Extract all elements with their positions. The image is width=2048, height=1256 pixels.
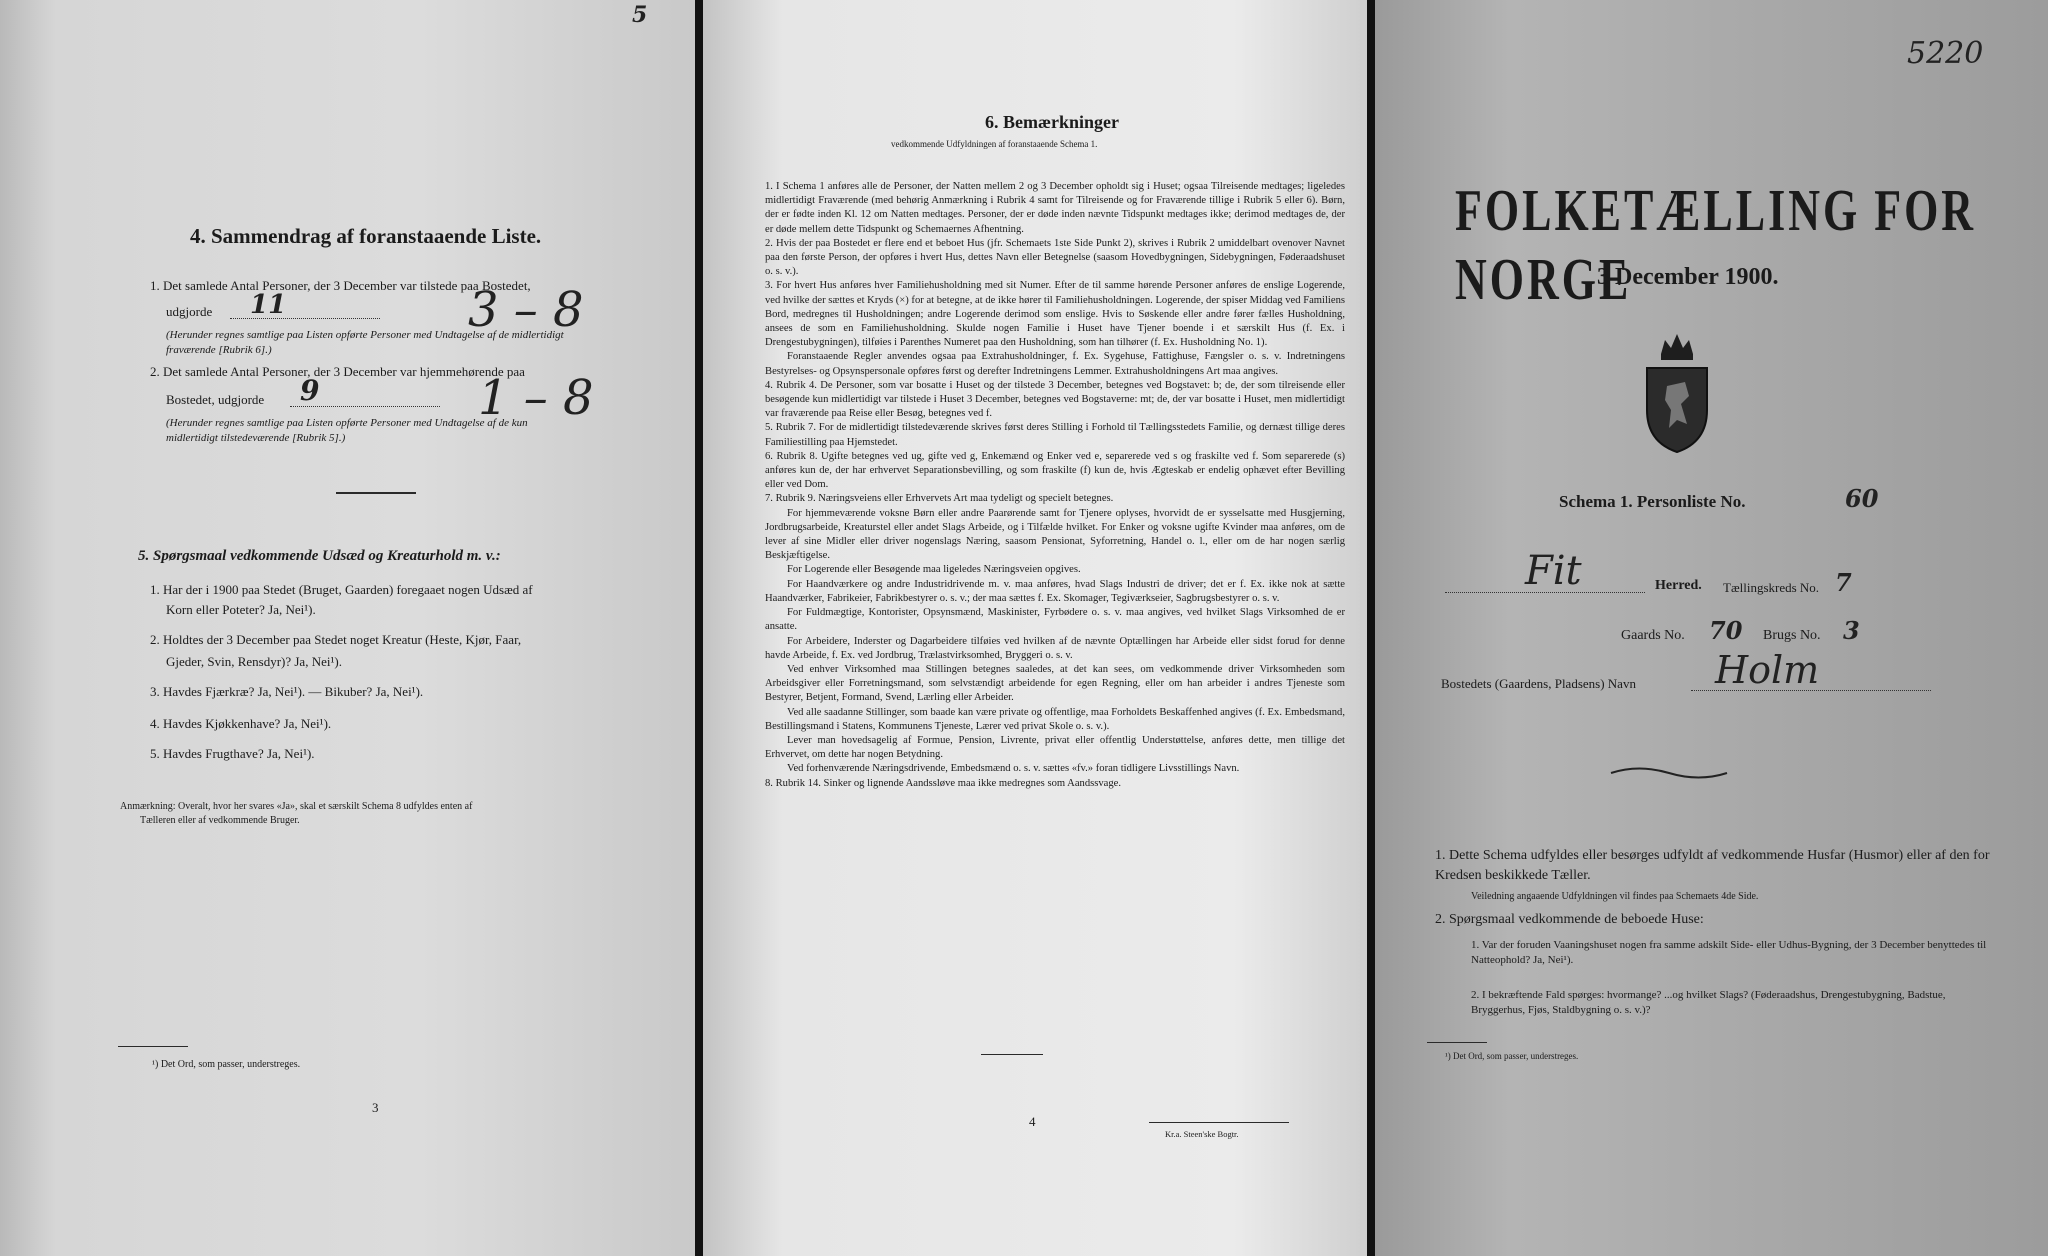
instruction-2-q2: 2. I bekræftende Fald spørges: hvormange? ...og hvilket Slags? (Føderaadshus, Drengestubygning, Badstue, Bryggerhus, Fjøs, Staldbygning o. s. v.)?	[1471, 989, 1946, 1016]
instruction-2-q1: 1. Var der foruden Vaaningshuset nogen fra samme adskilt Side- eller Udhus-Bygning, der 3 December benyttedes til Natteophold? Ja, Nei¹).	[1471, 939, 1987, 966]
herred-label: Herred.	[1655, 578, 1702, 593]
right-footnote: ¹) Det Ord, som passer, understreges.	[1445, 1051, 1579, 1061]
remark-3b: Foranstaaende Regler anvendes ogsaa paa Extrahusholdninger, f. Ex. Sygehuse, Fattighuse, Fængsler o. s. v. Indretningens Bestyrelses- og Opsynspersonale opføres først og derefter Indretningens Lemmer. Extrahusholdningens Art maa angives.	[765, 351, 1345, 377]
remark-7h: Lever man hovedsagelig af Formue, Pension, Livrente, privat eller offentlig Understøttelse, anføres dette, men tillige det Erhvervet, om dette har nogen Betydning.	[765, 734, 1345, 761]
remarks-title: 6. Bemærkninger	[985, 112, 1119, 132]
remark-5: 5. Rubrik 7. For de midlertidigt tilstedeværende skrives først deres Stilling i Forhold til Tællingsstedets Familie, og dernæst tillige deres Familiestilling paa Hjemstedet.	[765, 422, 1345, 448]
item1-prefix: udgjorde	[166, 304, 213, 319]
remark-7g: Ved alle saadanne Stillinger, som baade kan være private og offentlige, maa Forholdets Beskaffenhed angives (f. Ex. Embedsmand, Bestillingsmand i Statens, Kommunens Tjeneste, Lærer ved privat Skole o. s. v.).	[765, 706, 1345, 732]
right-footnote-rule	[1427, 1042, 1487, 1043]
item2-value: 9	[300, 374, 320, 407]
herred-value: Fit	[1525, 548, 1582, 594]
section5-title: 5. Spørgsmaal vedkommende Udsæd og Kreaturhold m. v.:	[138, 548, 501, 564]
remark-2: 2. Hvis der paa Bostedet er flere end et beboet Hus (jfr. Schemaets 1ste Side Punkt 2), skrives i Rubrik 2 umiddelbart ovenover Navnet paa den første Person, der opføres i hvert Hus, dettes Navn eller Betegnelse (saasom Hovedbygningen, Sidebygningen, Føderaadshuset o. s. v.).	[765, 237, 1345, 278]
printer-rule	[1149, 1122, 1289, 1123]
norway-coat-of-arms-icon	[1637, 324, 1717, 458]
left-page	[0, 0, 695, 1256]
brugs-label: Brugs No.	[1763, 628, 1821, 643]
item2-tally: 1 – 8	[478, 370, 594, 426]
page-number-4: 4	[1029, 1114, 1036, 1129]
schema-label: Schema 1. Personliste No.	[1559, 492, 1746, 511]
remarks-subtitle: vedkommende Udfyldningen af foranstaaende Schema 1.	[891, 139, 1098, 149]
remark-8: 8. Rubrik 14. Sinker og lignende Aandssløve maa ikke medregnes som Aandssvage.	[765, 777, 1122, 789]
item2-prefix: Bostedet, udgjorde	[166, 392, 265, 407]
remark-7a: For hjemmeværende voksne Børn eller andre Paarørende samt for Tjenere oplyses, hvorvidt de er sysselsatte med Husgjerning, Jordbrugsarbeide, Kreaturstel eller andet Slags Arbeide, og i Tilfælde hvilket. For Enker og voksne ugifte Kvinder maa anføres, om de lever af sine Midler eller driver nogenslags Næring, saasom Pensionat, Syforretning, Handel o. l., eller om de har nogen særlig Beskjæftigelse.	[765, 507, 1345, 562]
footnote: ¹) Det Ord, som passer, understreges.	[152, 1059, 301, 1070]
instruction-1: 1. Dette Schema udfyldes eller besørges udfyldt af vedkommende Husfar (Husmor) eller af den for Kredsen beskikkede Tæller.	[1435, 848, 1990, 883]
remark-7i: Ved forhenværende Næringsdrivende, Embedsmænd o. s. v. sættes «fv.» foran tidligere Livsstillings Navn.	[787, 763, 1240, 775]
census-date: 3 December 1900.	[1597, 264, 1779, 290]
bosted-value: Holm	[1715, 648, 1820, 692]
remark-7d: For Fuldmægtige, Kontorister, Opsynsmænd, Maskinister, Fyrbødere o. s. v. maa angives, ved hvilket Slags Virksomhed de er ansatte.	[765, 607, 1345, 633]
census-title: FOLKETÆLLING FOR NORGE	[1455, 177, 1977, 313]
brugs-value: 3	[1843, 616, 1860, 645]
item2-note1: (Herunder regnes samtlige paa Listen opførte Personer med Undtagelse af de kun	[166, 417, 528, 429]
right-page	[1375, 0, 2048, 1256]
remark-7e: For Arbeidere, Inderster og Dagarbeidere tilføies ved hvilken af de nævnte Optællingen har Arbeide eller sidst forud for denne havde Arbeide, f. Ex. ved Jordbrug, Trælastvirksomhed, Bryggeri o. s. v.	[765, 635, 1345, 661]
kreds-value: 7	[1835, 568, 1852, 597]
q2-line2: Gjeder, Svin, Rensdyr)? Ja, Nei¹).	[166, 654, 342, 669]
middle-page	[703, 0, 1367, 1256]
gaards-value: 70	[1709, 616, 1743, 645]
remark-3: 3. For hvert Hus anføres hver Familiehusholdning med sit Numer. Efter de til samme hørende Personer anføres de enslige Logerende, ved hvilke der sættes et Kryds (×) for at betegne, at de ikke hører til Familiehusholdningen. Logerende, der spiser Middag ved Familiens Bord, medregnes til Husholdningen; andre Logerende derimod som enslige. Hvis to Søskende eller andre fører fælles Husholdning, ansees de som en Familiehusholdning. Skulde nogen Familie i Huset have Tjener boende i et særskilt Hus (f. Ex. i Drengestubygningen), tilføies i Parenthes Numeret paa den Husholdning, som han tilhører (f. Ex. Husholdning No. 1).	[765, 280, 1345, 349]
pencil-number: 5	[632, 2, 648, 28]
remark-1: 1. I Schema 1 anføres alle de Personer, der Natten mellem 2 og 3 December opholdt sig i Huset; ogsaa Tilreisende medtages; ligeledes midlertidigt Fraværende (med behørig Anmærkning i Rubrik 4 samt for Tilreisende og for Fraværende tillige i Rubrik 5 eller 6). Børn, der er fødte inden Kl. 12 om Natten medtages. Personer, der er døde inden nævnte Tidspunkt medtages ikke; derimod medtages de, der er døde mellem dette Tidspunkt og Schemaernes Afhentning.	[765, 181, 1345, 235]
item1-value: 11	[250, 290, 287, 320]
item1-note1: (Herunder regnes samtlige paa Listen opførte Personer med Undtagelse af de midlertidigt	[166, 329, 564, 341]
remark-6: 6. Rubrik 8. Ugifte betegnes ved ug, gifte ved g, Enkemænd og Enker ved e, separerede ved s og fraskilte ved f. Som separerede (s) anføres kun de, der har erhvervet Separationsbevilling, og som fraskilte (f) kun de, hvis Ægteskab er endelig ophævet efter Bevilling eller ved Dom.	[765, 450, 1345, 491]
item1-note2: fraværende [Rubrik 6].)	[166, 344, 272, 356]
item2-note2: midlertidigt tilstedeværende [Rubrik 5].)	[166, 432, 346, 444]
page-number-3: 3	[372, 1100, 379, 1115]
page-fold-left	[695, 0, 703, 1256]
archive-number: 5220	[1907, 36, 1984, 71]
page-fold-right	[1367, 0, 1375, 1256]
remarks-end-rule	[981, 1054, 1043, 1055]
item1-tally: 3 – 8	[468, 282, 584, 338]
q2-line1: 2. Holdtes der 3 December paa Stedet noget Kreatur (Heste, Kjør, Faar,	[150, 632, 522, 647]
q3: 3. Havdes Fjærkræ? Ja, Nei¹). — Bikuber? Ja, Nei¹).	[150, 684, 424, 699]
anmerkning-line1: Anmærkning: Overalt, hvor her svares «Ja», skal et særskilt Schema 8 udfyldes enten af	[120, 801, 473, 812]
bosted-label: Bostedets (Gaardens, Pladsens) Navn	[1441, 676, 1636, 691]
q4: 4. Havdes Kjøkkenhave? Ja, Nei¹).	[150, 716, 332, 731]
anmerkning-line2: Tælleren eller af vedkommende Bruger.	[140, 815, 300, 826]
remark-7c: For Haandværkere og andre Industridrivende m. v. maa anføres, hvad Slags Industri de driver; det er f. Ex. ikke nok at sætte Haandværker, Fabrikeier, Fabrikbestyrer o. s. v.; der maa sættes f. Ex. Skomager, Tegiværkseier, Sagbrugsbestyrer o. s. v.	[765, 578, 1345, 604]
q5: 5. Havdes Frugthave? Ja, Nei¹).	[150, 746, 315, 761]
footnote-rule	[118, 1046, 188, 1047]
printer-imprint: Kr.a. Steen'ske Bogtr.	[1165, 1129, 1239, 1139]
remarks-body	[765, 180, 1345, 791]
item2-line1: 2. Det samlede Antal Personer, der 3 December var hjemmehørende paa	[150, 364, 525, 379]
ornament-icon	[1609, 764, 1729, 782]
divider-rule	[336, 492, 416, 494]
q1-line2: Korn eller Poteter? Ja, Nei¹).	[166, 602, 316, 617]
item1-line1: 1. Det samlede Antal Personer, der 3 December var tilstede paa Bostedet,	[150, 278, 531, 293]
remark-4: 4. Rubrik 4. De Personer, som var bosatte i Huset og der tilstede 3 December, betegnes ved Bogstavet: b; de, der som tilreisende eller besøgende kun midlertidigt var tilstede i Huset 3 December, betegnes ved Bogstaverne: mt; de, der var bosatte i Huset, men midlertidigt var fraværende paa Reise eller Besøg, betegnes ved f.	[765, 379, 1345, 420]
remark-7b: For Logerende eller Besøgende maa ligeledes Næringsveien opgives.	[787, 564, 1081, 576]
q1-line1: 1. Har der i 1900 paa Stedet (Bruget, Gaarden) foregaaet nogen Udsæd af	[150, 582, 533, 597]
instruction-2-title: 2. Spørgsmaal vedkommende de beboede Huse:	[1435, 912, 1704, 927]
instruction-1-note: Veiledning angaaende Udfyldningen vil findes paa Schemaets 4de Side.	[1471, 891, 1759, 902]
section4-title: 4. Sammendrag af foranstaaende Liste.	[190, 224, 542, 248]
gaards-label: Gaards No.	[1621, 628, 1685, 643]
schema-value: 60	[1845, 484, 1879, 513]
remark-7f: Ved enhver Virksomhed maa Stillingen betegnes saaledes, at det kan sees, om vedkommende driver Virksomheden som Arbeidsgiver eller Forretningsmand, som selvstændigt arbeidende for egen Regning, eller om han arbeider i andres Tjeneste som Bestyrer, Betjent, Formand, Svend, Lærling eller Arbeider.	[765, 663, 1345, 704]
remark-7: 7. Rubrik 9. Næringsveiens eller Erhvervets Art maa tydeligt og specielt betegnes.	[765, 493, 1114, 505]
kreds-label: Tællingskreds No.	[1723, 580, 1820, 595]
